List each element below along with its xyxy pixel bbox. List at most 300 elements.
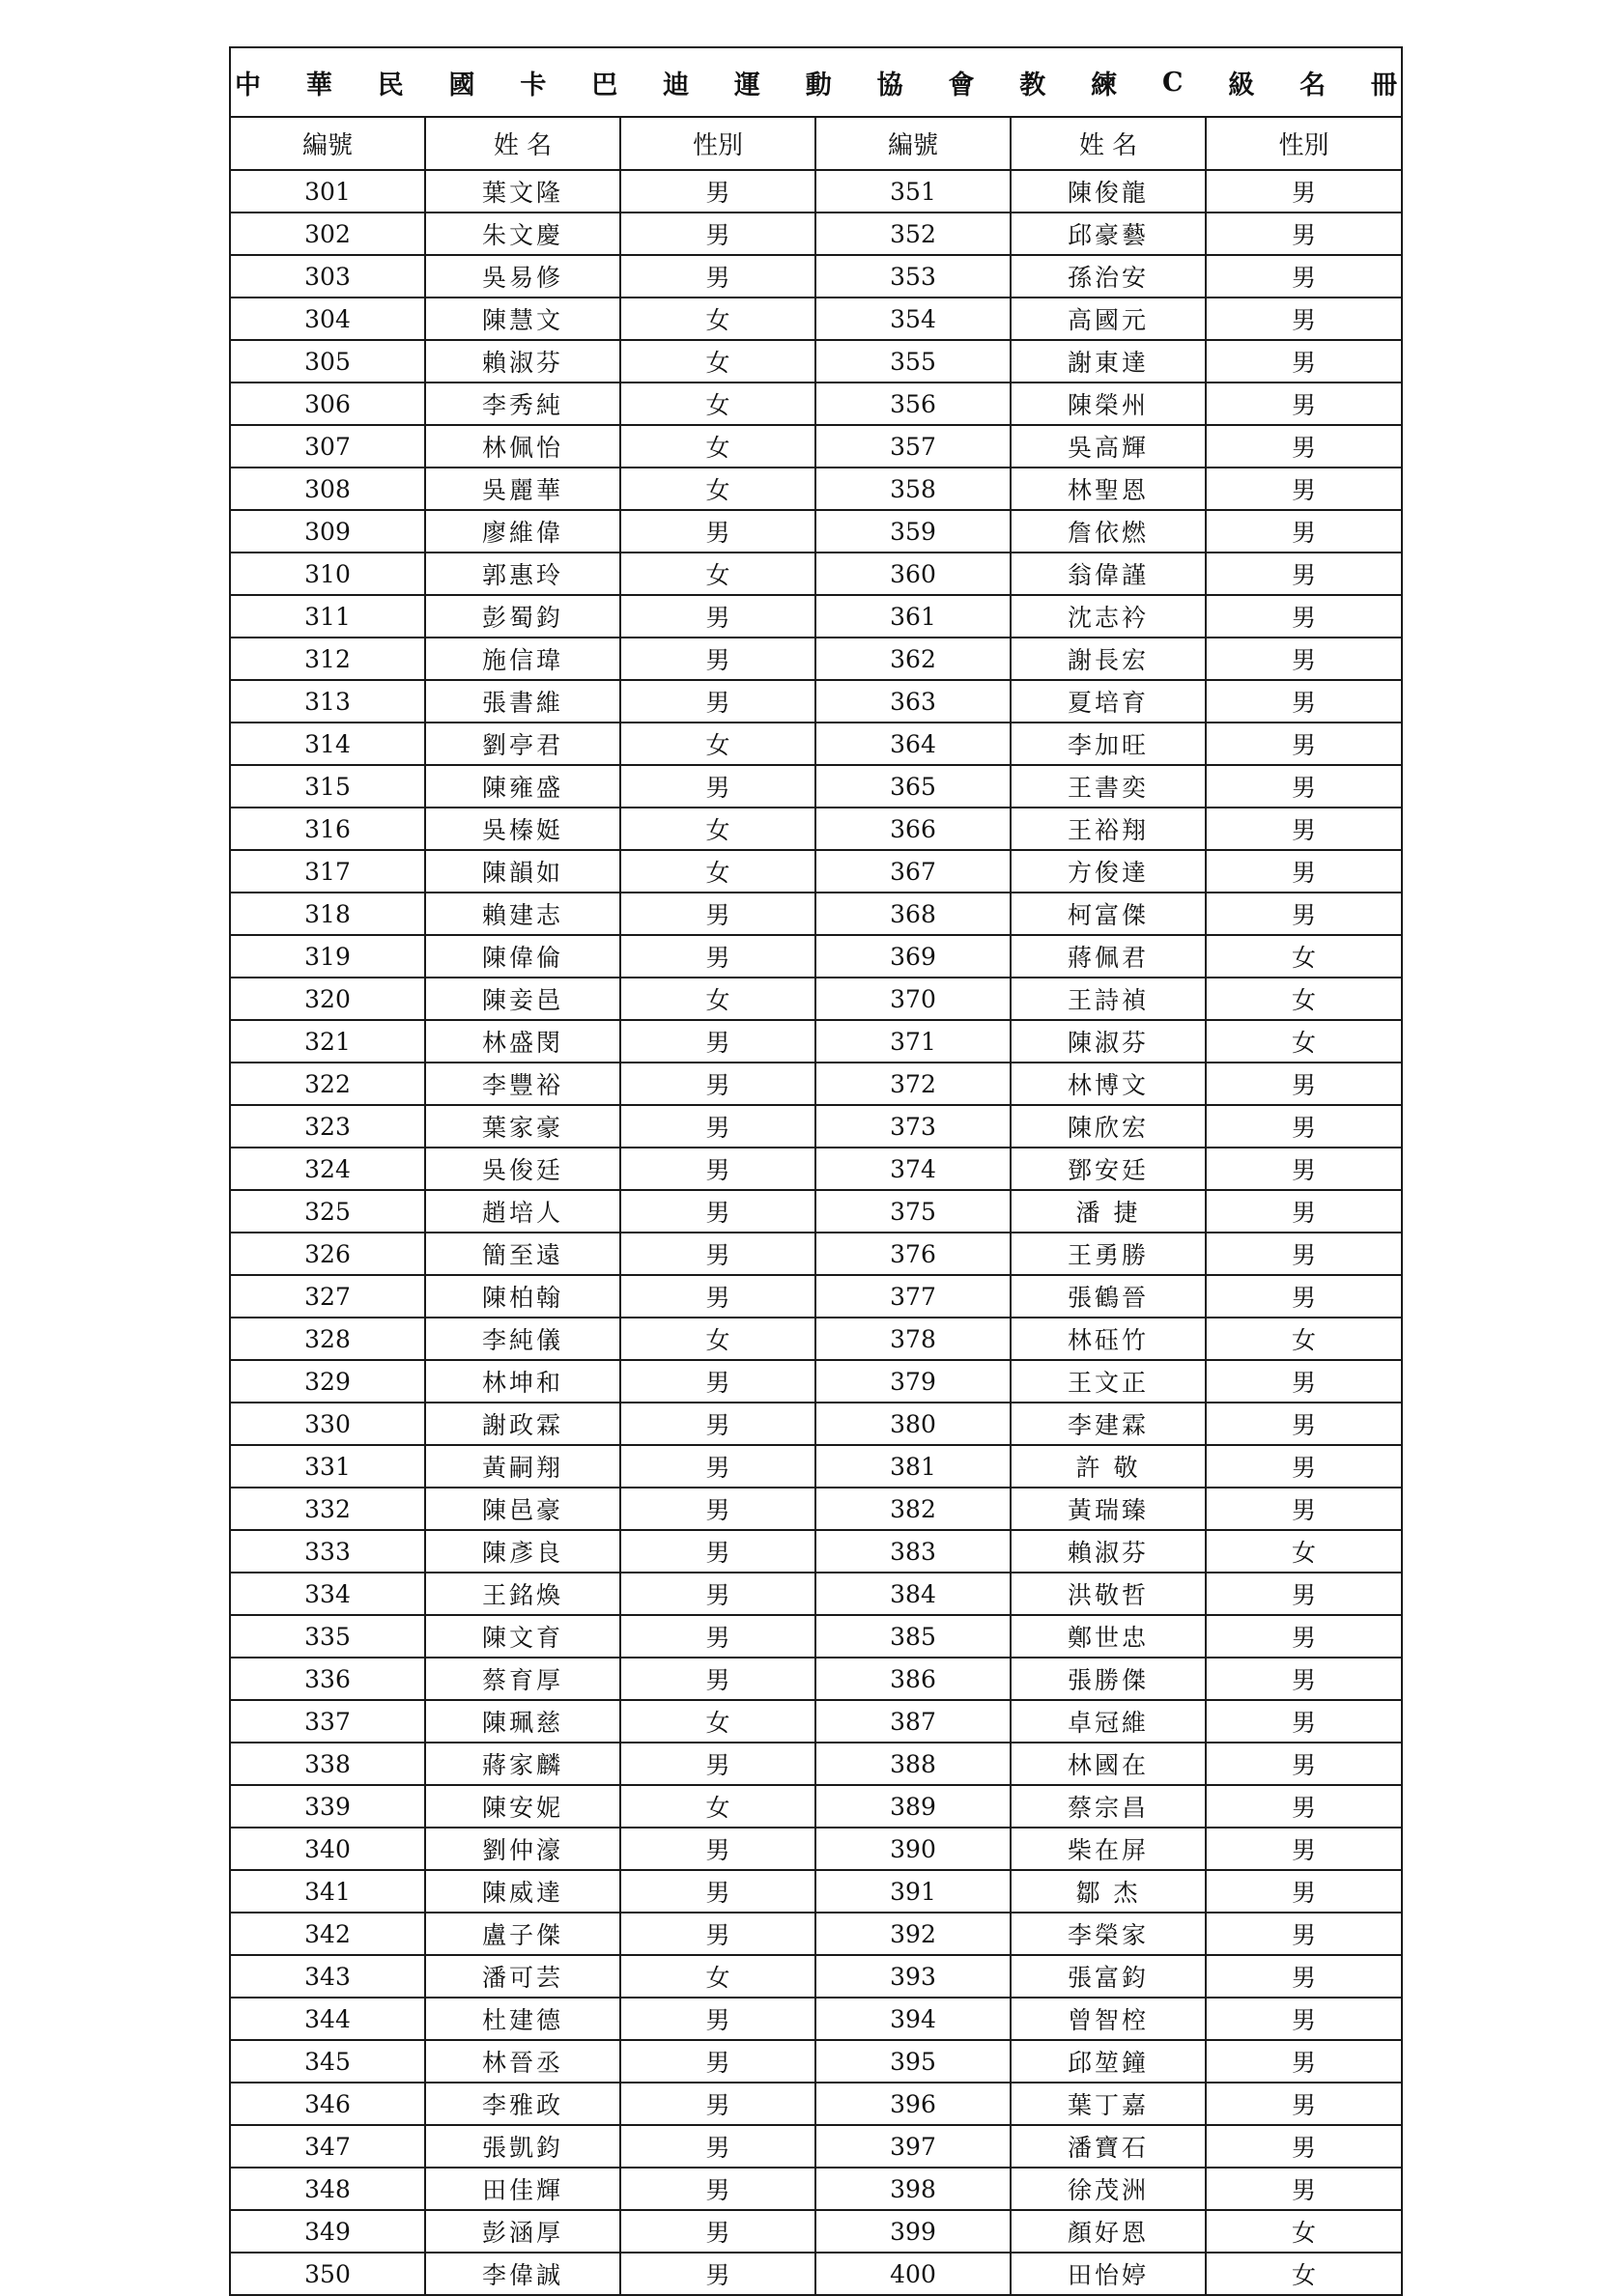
gender-cell: 男 — [620, 2040, 815, 2083]
name-cell: 鄒 杰 — [1011, 1870, 1206, 1913]
name-cell: 廖維偉 — [425, 510, 620, 553]
column-header-name: 姓 名 — [425, 117, 620, 170]
gender-cell: 男 — [1206, 510, 1402, 553]
name-cell: 方俊達 — [1011, 850, 1206, 893]
gender-cell: 女 — [620, 1318, 815, 1360]
name-cell: 王銘煥 — [425, 1573, 620, 1615]
name-cell: 張凱鈞 — [425, 2125, 620, 2168]
table-row — [230, 425, 1402, 468]
name-cell: 翁偉謹 — [1011, 553, 1206, 595]
gender-cell: 女 — [620, 808, 815, 850]
number-cell: 390 — [815, 1828, 1011, 1870]
table-row — [230, 1870, 1402, 1913]
gender-cell: 男 — [1206, 1658, 1402, 1700]
number-cell: 371 — [815, 1020, 1011, 1063]
number-cell: 303 — [230, 255, 425, 298]
number-cell: 304 — [230, 298, 425, 340]
gender-cell: 男 — [1206, 2168, 1402, 2210]
number-cell: 366 — [815, 808, 1011, 850]
roster-body — [230, 170, 1402, 2295]
number-cell: 321 — [230, 1020, 425, 1063]
number-cell: 323 — [230, 1105, 425, 1148]
name-cell: 劉亭君 — [425, 723, 620, 765]
number-cell: 337 — [230, 1700, 425, 1743]
table-row — [230, 2168, 1402, 2210]
name-cell: 陳雍盛 — [425, 765, 620, 808]
name-cell: 李建霖 — [1011, 1403, 1206, 1445]
gender-cell: 男 — [620, 2168, 815, 2210]
number-cell: 387 — [815, 1700, 1011, 1743]
table-row — [230, 468, 1402, 510]
name-cell: 陳俊龍 — [1011, 170, 1206, 213]
gender-cell: 男 — [620, 1743, 815, 1785]
gender-cell: 男 — [1206, 1190, 1402, 1233]
name-cell: 林砡竹 — [1011, 1318, 1206, 1360]
table-row — [230, 1488, 1402, 1530]
table-row — [230, 510, 1402, 553]
gender-cell: 男 — [1206, 765, 1402, 808]
number-cell: 345 — [230, 2040, 425, 2083]
name-cell: 詹依燃 — [1011, 510, 1206, 553]
name-cell: 郭惠玲 — [425, 553, 620, 595]
gender-cell: 男 — [1206, 1785, 1402, 1828]
number-cell: 385 — [815, 1615, 1011, 1658]
gender-cell: 男 — [620, 510, 815, 553]
gender-cell: 男 — [620, 2083, 815, 2125]
table-row — [230, 765, 1402, 808]
gender-cell: 男 — [620, 1573, 815, 1615]
name-cell: 張富鈞 — [1011, 1955, 1206, 1998]
name-cell: 林晉丞 — [425, 2040, 620, 2083]
name-cell: 吳俊廷 — [425, 1148, 620, 1190]
name-cell: 謝長宏 — [1011, 638, 1206, 680]
number-cell: 367 — [815, 850, 1011, 893]
gender-cell: 男 — [620, 2210, 815, 2253]
table-row — [230, 638, 1402, 680]
gender-cell: 男 — [1206, 1488, 1402, 1530]
gender-cell: 女 — [1206, 1318, 1402, 1360]
gender-cell: 女 — [620, 850, 815, 893]
name-cell: 林博文 — [1011, 1063, 1206, 1105]
name-cell: 吳易修 — [425, 255, 620, 298]
name-cell: 李偉誠 — [425, 2253, 620, 2295]
name-cell: 李純儀 — [425, 1318, 620, 1360]
table-row — [230, 1700, 1402, 1743]
gender-cell: 男 — [1206, 1445, 1402, 1488]
name-cell: 沈志衿 — [1011, 595, 1206, 638]
gender-cell: 男 — [1206, 680, 1402, 723]
name-cell: 張書維 — [425, 680, 620, 723]
number-cell: 305 — [230, 340, 425, 383]
number-cell: 348 — [230, 2168, 425, 2210]
gender-cell: 女 — [620, 383, 815, 425]
number-cell: 396 — [815, 2083, 1011, 2125]
number-cell: 333 — [230, 1530, 425, 1573]
table-row — [230, 553, 1402, 595]
table-row — [230, 170, 1402, 213]
table-row — [230, 2083, 1402, 2125]
name-cell: 賴淑芬 — [425, 340, 620, 383]
number-cell: 338 — [230, 1743, 425, 1785]
table-row — [230, 1275, 1402, 1318]
number-cell: 362 — [815, 638, 1011, 680]
gender-cell: 男 — [620, 1275, 815, 1318]
number-cell: 358 — [815, 468, 1011, 510]
gender-cell: 男 — [620, 1488, 815, 1530]
number-cell: 379 — [815, 1360, 1011, 1403]
title-char: 教 — [1019, 70, 1046, 100]
gender-cell: 男 — [620, 1615, 815, 1658]
name-cell: 陳邑豪 — [425, 1488, 620, 1530]
number-cell: 383 — [815, 1530, 1011, 1573]
title-char: 巴 — [591, 70, 618, 100]
number-cell: 324 — [230, 1148, 425, 1190]
number-cell: 375 — [815, 1190, 1011, 1233]
number-cell: 373 — [815, 1105, 1011, 1148]
number-cell: 388 — [815, 1743, 1011, 1785]
name-cell: 邱堃鐘 — [1011, 2040, 1206, 2083]
number-cell: 359 — [815, 510, 1011, 553]
number-cell: 301 — [230, 170, 425, 213]
name-cell: 謝東達 — [1011, 340, 1206, 383]
number-cell: 354 — [815, 298, 1011, 340]
table-row — [230, 255, 1402, 298]
number-cell: 332 — [230, 1488, 425, 1530]
name-cell: 葉家豪 — [425, 1105, 620, 1148]
number-cell: 349 — [230, 2210, 425, 2253]
gender-cell: 男 — [1206, 1063, 1402, 1105]
table-row — [230, 1233, 1402, 1275]
gender-cell: 男 — [620, 1233, 815, 1275]
table-row — [230, 2040, 1402, 2083]
number-cell: 320 — [230, 978, 425, 1020]
number-cell: 311 — [230, 595, 425, 638]
table-row — [230, 1955, 1402, 1998]
gender-cell: 男 — [1206, 2125, 1402, 2168]
title-char: 運 — [733, 70, 760, 100]
number-cell: 339 — [230, 1785, 425, 1828]
table-row — [230, 1743, 1402, 1785]
table-row — [230, 680, 1402, 723]
column-header-gender: 性別 — [1206, 117, 1402, 170]
number-cell: 340 — [230, 1828, 425, 1870]
number-cell: 350 — [230, 2253, 425, 2295]
title-char: 迪 — [663, 70, 690, 100]
number-cell: 342 — [230, 1913, 425, 1955]
name-cell: 王書奕 — [1011, 765, 1206, 808]
name-cell: 陳韻如 — [425, 850, 620, 893]
gender-cell: 男 — [620, 2253, 815, 2295]
gender-cell: 男 — [1206, 340, 1402, 383]
number-cell: 309 — [230, 510, 425, 553]
title-char: 中 — [235, 70, 261, 100]
table-row — [230, 1573, 1402, 1615]
name-cell: 李榮家 — [1011, 1913, 1206, 1955]
number-cell: 374 — [815, 1148, 1011, 1190]
name-cell: 柯富傑 — [1011, 893, 1206, 935]
table-row — [230, 595, 1402, 638]
gender-cell: 男 — [1206, 1743, 1402, 1785]
gender-cell: 男 — [1206, 1615, 1402, 1658]
number-cell: 351 — [815, 170, 1011, 213]
gender-cell: 男 — [620, 1658, 815, 1700]
gender-cell: 男 — [620, 1190, 815, 1233]
name-cell: 陳榮州 — [1011, 383, 1206, 425]
number-cell: 365 — [815, 765, 1011, 808]
table-row — [230, 1360, 1402, 1403]
gender-cell: 女 — [1206, 2210, 1402, 2253]
title-char: 華 — [305, 70, 332, 100]
name-cell: 柴在屏 — [1011, 1828, 1206, 1870]
name-cell: 彭蜀鈞 — [425, 595, 620, 638]
name-cell: 陳妾邑 — [425, 978, 620, 1020]
title-char: 練 — [1091, 70, 1118, 100]
gender-cell: 男 — [620, 765, 815, 808]
name-cell: 王文正 — [1011, 1360, 1206, 1403]
gender-cell: 男 — [620, 255, 815, 298]
table-row — [230, 935, 1402, 978]
name-cell: 蔡宗昌 — [1011, 1785, 1206, 1828]
table-row — [230, 1658, 1402, 1700]
table-row — [230, 2210, 1402, 2253]
table-row — [230, 1913, 1402, 1955]
name-cell: 徐茂洲 — [1011, 2168, 1206, 2210]
name-cell: 簡至遠 — [425, 1233, 620, 1275]
gender-cell: 女 — [620, 978, 815, 1020]
gender-cell: 男 — [620, 595, 815, 638]
name-cell: 孫治安 — [1011, 255, 1206, 298]
gender-cell: 男 — [620, 1403, 815, 1445]
table-row — [230, 1190, 1402, 1233]
name-cell: 潘 捷 — [1011, 1190, 1206, 1233]
number-cell: 334 — [230, 1573, 425, 1615]
gender-cell: 男 — [1206, 1913, 1402, 1955]
title-row — [230, 47, 1402, 117]
title-char: C — [1161, 67, 1184, 98]
gender-cell: 男 — [1206, 1233, 1402, 1275]
number-cell: 380 — [815, 1403, 1011, 1445]
gender-cell: 男 — [1206, 2083, 1402, 2125]
gender-cell: 男 — [1206, 298, 1402, 340]
title-char: 名 — [1299, 70, 1327, 100]
gender-cell: 男 — [620, 1063, 815, 1105]
gender-cell: 男 — [1206, 1360, 1402, 1403]
name-cell: 陳欣宏 — [1011, 1105, 1206, 1148]
table-row — [230, 383, 1402, 425]
name-cell: 高國元 — [1011, 298, 1206, 340]
number-cell: 395 — [815, 2040, 1011, 2083]
table-row — [230, 1445, 1402, 1488]
number-cell: 363 — [815, 680, 1011, 723]
table-row — [230, 1403, 1402, 1445]
gender-cell: 男 — [620, 1870, 815, 1913]
gender-cell: 女 — [1206, 1530, 1402, 1573]
name-cell: 林坤和 — [425, 1360, 620, 1403]
name-cell: 王勇勝 — [1011, 1233, 1206, 1275]
gender-cell: 男 — [620, 1828, 815, 1870]
gender-cell: 男 — [1206, 425, 1402, 468]
name-cell: 黃嗣翔 — [425, 1445, 620, 1488]
gender-cell: 男 — [1206, 1148, 1402, 1190]
number-cell: 368 — [815, 893, 1011, 935]
name-cell: 張鶴晉 — [1011, 1275, 1206, 1318]
number-cell: 391 — [815, 1870, 1011, 1913]
number-cell: 394 — [815, 1998, 1011, 2040]
table-row — [230, 1615, 1402, 1658]
number-cell: 353 — [815, 255, 1011, 298]
gender-cell: 男 — [1206, 1700, 1402, 1743]
gender-cell: 男 — [620, 213, 815, 255]
name-cell: 蔡育厚 — [425, 1658, 620, 1700]
name-cell: 杜建德 — [425, 1998, 620, 2040]
table-row — [230, 1020, 1402, 1063]
title-char: 卡 — [520, 70, 547, 100]
number-cell: 364 — [815, 723, 1011, 765]
name-cell: 田怡婷 — [1011, 2253, 1206, 2295]
table-row — [230, 1530, 1402, 1573]
number-cell: 316 — [230, 808, 425, 850]
gender-cell: 男 — [1206, 638, 1402, 680]
gender-cell: 男 — [620, 1445, 815, 1488]
gender-cell: 男 — [1206, 1998, 1402, 2040]
name-cell: 葉丁嘉 — [1011, 2083, 1206, 2125]
name-cell: 陳安妮 — [425, 1785, 620, 1828]
name-cell: 陳珮慈 — [425, 1700, 620, 1743]
gender-cell: 女 — [620, 1700, 815, 1743]
gender-cell: 男 — [620, 935, 815, 978]
gender-cell: 男 — [620, 893, 815, 935]
title-char: 冊 — [1371, 70, 1397, 100]
gender-cell: 男 — [620, 680, 815, 723]
number-cell: 331 — [230, 1445, 425, 1488]
name-cell: 張勝傑 — [1011, 1658, 1206, 1700]
number-cell: 360 — [815, 553, 1011, 595]
number-cell: 306 — [230, 383, 425, 425]
number-cell: 352 — [815, 213, 1011, 255]
gender-cell: 男 — [1206, 383, 1402, 425]
gender-cell: 男 — [620, 1998, 815, 2040]
table-row — [230, 2253, 1402, 2295]
number-cell: 377 — [815, 1275, 1011, 1318]
title-char: 國 — [448, 70, 475, 100]
table-row — [230, 2125, 1402, 2168]
table-row — [230, 1785, 1402, 1828]
number-cell: 376 — [815, 1233, 1011, 1275]
table-row — [230, 1828, 1402, 1870]
gender-cell: 男 — [1206, 2040, 1402, 2083]
name-cell: 劉仲濠 — [425, 1828, 620, 1870]
header-row — [230, 117, 1402, 170]
gender-cell: 男 — [1206, 1105, 1402, 1148]
gender-cell: 男 — [1206, 893, 1402, 935]
gender-cell: 女 — [1206, 2253, 1402, 2295]
number-cell: 384 — [815, 1573, 1011, 1615]
table-row — [230, 1105, 1402, 1148]
gender-cell: 男 — [1206, 1828, 1402, 1870]
title-char: 協 — [876, 70, 903, 100]
number-cell: 398 — [815, 2168, 1011, 2210]
number-cell: 343 — [230, 1955, 425, 1998]
table-row — [230, 723, 1402, 765]
name-cell: 陳柏翰 — [425, 1275, 620, 1318]
number-cell: 356 — [815, 383, 1011, 425]
table-row — [230, 850, 1402, 893]
name-cell: 趙培人 — [425, 1190, 620, 1233]
name-cell: 吳榛娗 — [425, 808, 620, 850]
number-cell: 382 — [815, 1488, 1011, 1530]
number-cell: 336 — [230, 1658, 425, 1700]
name-cell: 林聖恩 — [1011, 468, 1206, 510]
column-header-name: 姓 名 — [1011, 117, 1206, 170]
gender-cell: 男 — [620, 638, 815, 680]
number-cell: 393 — [815, 1955, 1011, 1998]
number-cell: 389 — [815, 1785, 1011, 1828]
table-row — [230, 1318, 1402, 1360]
number-cell: 378 — [815, 1318, 1011, 1360]
number-cell: 372 — [815, 1063, 1011, 1105]
gender-cell: 男 — [1206, 213, 1402, 255]
title-char: 動 — [805, 70, 832, 100]
name-cell: 王裕翔 — [1011, 808, 1206, 850]
gender-cell: 男 — [620, 1020, 815, 1063]
title-text — [235, 64, 1397, 101]
gender-cell: 女 — [620, 468, 815, 510]
gender-cell: 女 — [1206, 1020, 1402, 1063]
gender-cell: 男 — [620, 1148, 815, 1190]
name-cell: 洪敬哲 — [1011, 1573, 1206, 1615]
number-cell: 392 — [815, 1913, 1011, 1955]
table-row — [230, 340, 1402, 383]
name-cell: 卓冠維 — [1011, 1700, 1206, 1743]
number-cell: 355 — [815, 340, 1011, 383]
gender-cell: 女 — [620, 340, 815, 383]
gender-cell: 男 — [1206, 553, 1402, 595]
gender-cell: 女 — [620, 298, 815, 340]
number-cell: 310 — [230, 553, 425, 595]
gender-cell: 男 — [1206, 170, 1402, 213]
name-cell: 林盛閔 — [425, 1020, 620, 1063]
document-title — [230, 47, 1402, 117]
gender-cell: 男 — [620, 2125, 815, 2168]
name-cell: 潘寶石 — [1011, 2125, 1206, 2168]
name-cell: 陳偉倫 — [425, 935, 620, 978]
name-cell: 朱文慶 — [425, 213, 620, 255]
title-char: 會 — [948, 70, 975, 100]
table-row — [230, 808, 1402, 850]
column-header-number: 編號 — [815, 117, 1011, 170]
gender-cell: 女 — [1206, 978, 1402, 1020]
gender-cell: 男 — [620, 1105, 815, 1148]
number-cell: 330 — [230, 1403, 425, 1445]
column-header-gender: 性別 — [620, 117, 815, 170]
name-cell: 黃瑞臻 — [1011, 1488, 1206, 1530]
number-cell: 322 — [230, 1063, 425, 1105]
table-row — [230, 1148, 1402, 1190]
gender-cell: 女 — [1206, 935, 1402, 978]
number-cell: 318 — [230, 893, 425, 935]
number-cell: 400 — [815, 2253, 1011, 2295]
name-cell: 鄧安廷 — [1011, 1148, 1206, 1190]
roster-table — [229, 46, 1403, 2296]
name-cell: 王詩禎 — [1011, 978, 1206, 1020]
name-cell: 吳麗華 — [425, 468, 620, 510]
name-cell: 葉文隆 — [425, 170, 620, 213]
gender-cell: 女 — [620, 425, 815, 468]
name-cell: 曾智椌 — [1011, 1998, 1206, 2040]
number-cell: 347 — [230, 2125, 425, 2168]
number-cell: 315 — [230, 765, 425, 808]
number-cell: 328 — [230, 1318, 425, 1360]
